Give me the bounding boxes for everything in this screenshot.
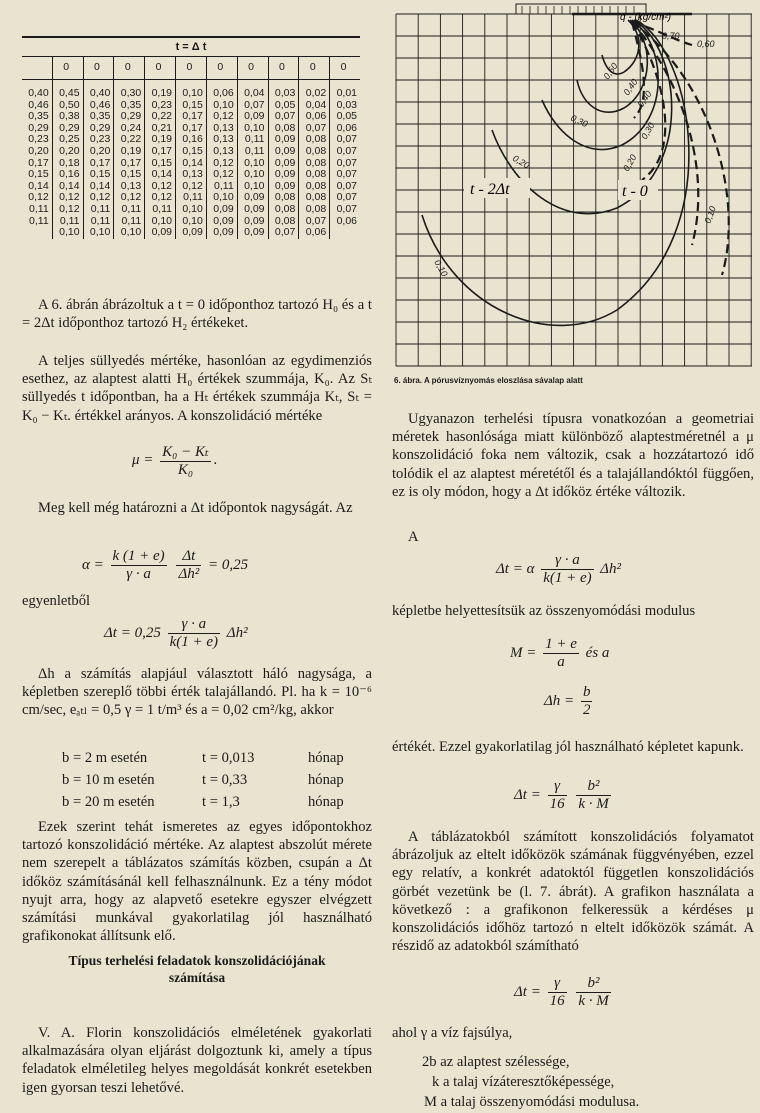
table-cell: 0,29 xyxy=(28,121,49,134)
table-cell: 0,38 xyxy=(52,111,83,123)
table-cell: 0,20 xyxy=(52,146,83,158)
contour-label: 0,40 xyxy=(621,77,640,98)
table-cell: 0,20 xyxy=(83,146,114,158)
eq-denominator: k(1 + e) xyxy=(543,570,592,586)
table-cell: 0,09 xyxy=(237,111,268,123)
table-cell: 0,03 xyxy=(268,88,299,100)
table-cell: 0,09 xyxy=(237,227,268,239)
row-width: b = 2 m esetén xyxy=(62,750,148,766)
contour-label: 0,20 xyxy=(621,152,639,173)
table-cell: 0,08 xyxy=(299,169,330,181)
table-header-cell: 0 xyxy=(176,57,207,80)
contour-label: 0,10 xyxy=(432,258,450,279)
table-cell: 0,11 xyxy=(83,216,114,228)
eq-lhs: α = xyxy=(82,556,104,573)
section-heading xyxy=(22,952,372,986)
eq-numerator: γ xyxy=(548,975,567,993)
table-cell: 0,45 xyxy=(52,88,83,100)
table-cell: 0,09 xyxy=(268,134,299,146)
table-cell: 0,07 xyxy=(299,123,330,135)
table-cell: 0,07 xyxy=(330,169,360,181)
equation-M xyxy=(510,636,609,671)
eq-numerator: k (1 + e) xyxy=(112,548,165,564)
paragraph: A teljes süllyedés mértéke, hasonlóan az egydimenziós esethez, az alaptest alatti H₀ értékek szummája, K₀. Az Sₜ süllyedés t időpontban, ha a Hₜ értékek szummája Kₜ, Sₜ = K₀ − Kₜ. értékkel arányos. A konszolidáció mértéke xyxy=(22,353,372,424)
table-cell: 0,08 xyxy=(299,204,330,216)
equation-dt-final-repeat xyxy=(514,975,614,1010)
table-cell: 0,10 xyxy=(237,123,268,135)
table-cell: 0,10 xyxy=(237,181,268,193)
eq-denominator: 16 xyxy=(549,993,565,1009)
table-cell: 0,14 xyxy=(83,181,114,193)
table-row xyxy=(22,88,360,100)
eq-lhs: Δt = 0,25 xyxy=(104,624,161,641)
table-cell: 0,11 xyxy=(114,216,145,228)
eq-rhs: = 0,25 xyxy=(208,556,249,573)
eq-denominator: k · M xyxy=(578,993,609,1009)
paragraph: képletbe helyettesítsük az összenyomódási modulus xyxy=(392,603,696,619)
table-cell: 0,09 xyxy=(176,227,207,239)
table-cell: 0,19 xyxy=(145,88,176,100)
table-cell: 0,46 xyxy=(83,100,114,112)
table-cell xyxy=(330,227,360,239)
eq-numerator: K₀ − Kₜ xyxy=(162,444,209,460)
heading-line: Típus terhelési feladatok konszolidációjának xyxy=(68,953,326,968)
table-cell: 0,07 xyxy=(268,111,299,123)
table-cell: 0,09 xyxy=(206,204,237,216)
table-cell: 0,23 xyxy=(28,133,49,146)
table-cell: 0,08 xyxy=(268,204,299,216)
table-cell: 0,12 xyxy=(114,192,145,204)
table-cell: 0,24 xyxy=(114,123,145,135)
table-cell: 0,09 xyxy=(206,227,237,239)
table-cell: 0,10 xyxy=(83,227,114,239)
table-cell: 0,08 xyxy=(268,123,299,135)
eq-lhs: M = xyxy=(510,644,537,661)
table-cell xyxy=(22,227,52,239)
eq-numerator: 1 + e xyxy=(545,636,577,652)
contour-label: 0,30 xyxy=(569,112,590,130)
table-cell: 0,19 xyxy=(145,134,176,146)
table-cell: 0,10 xyxy=(145,216,176,228)
paragraph: ahol γ a víz fajsúlya, xyxy=(392,1025,513,1041)
table-cell: 0,15 xyxy=(28,168,49,181)
table-cell: 0,15 xyxy=(114,169,145,181)
table-cell: 0,16 xyxy=(52,169,83,181)
table-cell: 0,40 xyxy=(28,87,49,99)
table-cell: 0,22 xyxy=(145,111,176,123)
load-label: q - (kg/cm²) xyxy=(620,12,672,23)
table-cell: 0,17 xyxy=(28,156,49,169)
contour-label: 0,70 xyxy=(662,31,680,41)
table-cell: 0,12 xyxy=(145,192,176,204)
table-cell: 0,12 xyxy=(52,192,83,204)
table-row xyxy=(22,146,360,158)
table-cell: 0,12 xyxy=(145,181,176,193)
table-cell: 0,10 xyxy=(237,158,268,170)
table-cell: 0,10 xyxy=(206,100,237,112)
paragraph: V. A. Florin konszolidációs elméletének gyakorlati alkalmazására olyan eljárást dolgoztunk ki, amely a típus feladatok elméletileg helyes megoldását konkrét esetekben igen gyorsan teszi lehetővé. xyxy=(22,1025,372,1096)
table-cell: 0,17 xyxy=(145,146,176,158)
table-cell: 0,11 xyxy=(29,214,49,227)
row-time: t = 0,33 xyxy=(202,772,248,788)
table-cell: 0,12 xyxy=(52,204,83,216)
contour-label: 0,30 xyxy=(639,120,657,141)
table-cell: 0,08 xyxy=(299,146,330,158)
table-header-cell: 0 xyxy=(114,57,145,80)
eq-numerator: b² xyxy=(576,975,610,993)
eq-numerator: Δt xyxy=(176,548,201,566)
table-cell: 0,12 xyxy=(83,192,114,204)
table-cell: 0,14 xyxy=(28,179,49,192)
table-cell: 0,20 xyxy=(28,144,49,157)
table-cell: 0,11 xyxy=(52,216,83,228)
equation-alpha xyxy=(82,548,248,583)
table-header-cell: 0 xyxy=(52,57,83,80)
table-cell: 0,15 xyxy=(176,100,207,112)
table-cell: 0,10 xyxy=(237,169,268,181)
definition-line: 2b az alaptest szélessége, xyxy=(422,1054,570,1070)
eq-rhs: és a xyxy=(585,644,610,661)
table-header-cell xyxy=(22,57,52,80)
label-t0: t - 0 xyxy=(622,183,648,200)
table-cell: 0,07 xyxy=(330,181,360,193)
table-cell: 0,08 xyxy=(299,158,330,170)
table-cell: 0,09 xyxy=(206,216,237,228)
table-row xyxy=(22,227,360,239)
table-cell: 0,08 xyxy=(268,192,299,204)
eq-denominator: K₀ xyxy=(177,462,194,478)
table-cell: 0,06 xyxy=(299,227,330,239)
table-cell: 0,50 xyxy=(52,100,83,112)
table-cell: 0,23 xyxy=(145,100,176,112)
table-cell: 0,09 xyxy=(145,227,176,239)
table-cell: 0,16 xyxy=(176,134,207,146)
table-cell: 0,07 xyxy=(330,134,360,146)
table-cell: 0,19 xyxy=(114,146,145,158)
table-cell: 0,07 xyxy=(330,158,360,170)
table-cell: 0,30 xyxy=(114,88,145,100)
table-cell: 0,17 xyxy=(176,111,207,123)
contour-label: 0,40 xyxy=(635,89,654,110)
table-cell: 0,23 xyxy=(83,134,114,146)
table-cell: 0,12 xyxy=(206,158,237,170)
eq-denominator: 16 xyxy=(549,796,565,812)
table-cell: 0,35 xyxy=(28,110,49,123)
table-cell: 0,07 xyxy=(330,146,360,158)
table-cell: 0,09 xyxy=(268,158,299,170)
eq-numerator: b² xyxy=(576,778,610,796)
row-unit: hónap xyxy=(308,772,344,788)
eq-numerator: γ · a xyxy=(541,552,593,570)
data-table-block xyxy=(22,36,360,239)
eq-denominator: a xyxy=(557,654,565,670)
eq-lhs: μ = xyxy=(132,451,154,468)
table-header-row xyxy=(22,57,360,80)
table-cell: 0,12 xyxy=(206,111,237,123)
definition-line: k a talaj vízáteresztőképessége, xyxy=(432,1074,615,1090)
eq-denominator: k(1 + e) xyxy=(169,634,219,650)
table-cell: 0,10 xyxy=(176,216,207,228)
table-cell: 0,06 xyxy=(330,216,360,228)
table-cell: 0,13 xyxy=(206,146,237,158)
table-cell: 0,10 xyxy=(52,227,83,239)
eq-denominator: Δh² xyxy=(178,566,200,582)
table-cell: 0,09 xyxy=(237,216,268,228)
table-cell: 0,02 xyxy=(299,88,330,100)
heading-line: számítása xyxy=(168,970,226,985)
table-cell: 0,07 xyxy=(330,204,360,216)
table-cell: 0,09 xyxy=(268,146,299,158)
table-cell: 0,13 xyxy=(206,134,237,146)
table-cell: 0,11 xyxy=(237,146,268,158)
paragraph: Meg kell még határozni a Δt időpontok nagyságát. Az xyxy=(38,500,353,516)
table-cell: 0,08 xyxy=(299,192,330,204)
label-t2: t - 2Δt xyxy=(470,181,510,198)
eq-rhs: Δh² xyxy=(600,560,621,577)
table-cell: 0,11 xyxy=(83,204,114,216)
table-cell: 0,46 xyxy=(28,98,49,111)
table-row xyxy=(22,204,360,216)
table-cell: 0,09 xyxy=(268,181,299,193)
data-table xyxy=(22,57,360,239)
table-cell: 0,09 xyxy=(237,192,268,204)
table-cell: 0,12 xyxy=(206,169,237,181)
table-cell: 0,07 xyxy=(237,100,268,112)
table-cell: 0,04 xyxy=(299,100,330,112)
row-time: t = 0,013 xyxy=(202,750,255,766)
row-unit: hónap xyxy=(308,794,344,810)
contour-label: 0,60 xyxy=(697,39,715,49)
table-cell: 0,17 xyxy=(83,158,114,170)
table-cell: 0,11 xyxy=(114,204,145,216)
equation-dt-final xyxy=(514,778,614,813)
equation-mu: μ = $\frac{\text{K₀ − Kₜ}}{\text{K₀}}$ . xyxy=(132,444,218,478)
table-cell: 0,10 xyxy=(206,192,237,204)
table-cell: 0,17 xyxy=(114,158,145,170)
table-cell: 0,11 xyxy=(237,134,268,146)
table-cell: 0,09 xyxy=(237,204,268,216)
table-header-cell: 0 xyxy=(206,57,237,80)
paragraph: A táblázatokból számított konszolidációs folyamatot ábrázoljuk az eltelt időközök számának függvényében, ezzel egy relatív, a konkrét adatoktól független konszolidációs görbét vezetünk be (l. 7. ábrát). A grafikon használata a következő : a grafikonon felkeressük a kérdéses μ konszolidációs időhöz tartozó n eltelt időközök számát. A részidő az adatokból számítható xyxy=(392,829,754,955)
eq-denominator: γ · a xyxy=(126,566,151,582)
table-cell: 0,12 xyxy=(176,181,207,193)
table-header-cell: 0 xyxy=(145,57,176,80)
table-cell: 0,07 xyxy=(299,216,330,228)
eq-lhs: Δt = xyxy=(514,983,541,1000)
paragraph: Ezek szerint tehát ismeretes az egyes időpontokhoz tartozó konszolidáció mértéke. Az alaptest abszolút mérete nem szerepelt a táblázatos számítás közben, csupán a Δt időköz számításánál kell felhasználnunk. Ez a tény módot nyujt arra, hogy az alapvető esetekre egyszer elvégzett számítási munkával gyakorlatilag jól használható grafikonokat állítsunk elő. xyxy=(22,819,372,945)
contour-label: 0,10 xyxy=(702,204,718,225)
contour-label: 0,50 xyxy=(601,61,620,82)
table-cell: 0,15 xyxy=(83,169,114,181)
paragraph: A xyxy=(408,529,419,545)
row-unit: hónap xyxy=(308,750,344,766)
table-header-cell: 0 xyxy=(237,57,268,80)
table-cell: 0,06 xyxy=(206,88,237,100)
table-cell: 0,14 xyxy=(176,158,207,170)
eq-lhs: Δt = α xyxy=(496,560,535,577)
table-cell: 0,17 xyxy=(176,123,207,135)
eq-lhs: Δh = xyxy=(544,692,575,709)
equation-dh xyxy=(544,684,595,719)
table-cell: 0,21 xyxy=(145,123,176,135)
table-cell: 0,35 xyxy=(83,111,114,123)
eq-numerator: γ xyxy=(548,778,567,796)
row-width: b = 10 m esetén xyxy=(62,772,155,788)
table-cell: 0,12 xyxy=(28,191,49,204)
table-cell: 0,14 xyxy=(145,169,176,181)
table-title: t = Δ t xyxy=(22,36,360,57)
table-cell: 0,14 xyxy=(52,181,83,193)
table-cell: 0,09 xyxy=(268,169,299,181)
table-cell: 0,11 xyxy=(206,181,237,193)
table-cell: 0,11 xyxy=(176,192,207,204)
table-cell: 0,29 xyxy=(83,123,114,135)
table-cell: 0,35 xyxy=(114,100,145,112)
row-width: b = 20 m esetén xyxy=(62,794,155,810)
table-cell: 0,40 xyxy=(83,88,114,100)
table-cell: 0,08 xyxy=(299,134,330,146)
table-cell: 0,11 xyxy=(145,204,176,216)
table-cell: 0,07 xyxy=(330,192,360,204)
table-cell: 0,05 xyxy=(268,100,299,112)
table-cell: 0,05 xyxy=(330,111,360,123)
pore-pressure-figure xyxy=(392,0,754,370)
eq-lhs: Δt = xyxy=(514,786,541,803)
table-cell: 0,13 xyxy=(114,181,145,193)
paragraph: egyenletből xyxy=(22,593,91,609)
table-cell: 0,08 xyxy=(299,181,330,193)
paragraph: Δh a számítás alapjául választott háló nagysága, a képletben szereplő többi érték talajállandó. Pl. ha k = 10⁻⁶ cm/sec, eₐₜₗ = 0,5 γ = 1 t/m³ és a = 0,02 cm²/kg, akkor xyxy=(22,666,372,719)
table-cell: 0,22 xyxy=(114,134,145,146)
table-cell: 0,10 xyxy=(176,204,207,216)
paragraph: Ugyanazon terhelési típusra vonatkozóan a geometriai méretek hasonlósága miatt különböző alaptestméretnél a μ konszolidáció foka nem változik, csak a hozzátartozó idő tolódik el az alaptest méretétől és a talajállandóktól függően, ez is oly módon, hogy a Δt időköz értéke változik. xyxy=(392,411,754,500)
table-cell: 0,18 xyxy=(52,158,83,170)
table-row xyxy=(22,169,360,181)
table-cell: 0,04 xyxy=(237,88,268,100)
table-cell: 0,10 xyxy=(176,88,207,100)
eq-numerator: γ · a xyxy=(168,616,220,634)
table-header-cell: 0 xyxy=(83,57,114,80)
table-cell: 0,15 xyxy=(145,158,176,170)
equation-dt-alpha xyxy=(496,552,621,587)
table-cell: 0,13 xyxy=(176,169,207,181)
table-cell: 0,15 xyxy=(176,146,207,158)
table-cell: 0,03 xyxy=(330,100,360,112)
table-cell: 0,08 xyxy=(268,216,299,228)
paragraph: A 6. ábrán ábrázoltuk a t = 0 időponthoz tartozó H₀ és a t = 2Δt időponthoz tartozó H₂ értékeket. xyxy=(22,297,372,332)
row-time: t = 1,3 xyxy=(202,794,240,810)
figure-caption: 6. ábra. A pórusvíznyomás eloszlása sávalap alatt xyxy=(394,376,583,385)
contour-label: 0,20 xyxy=(511,153,532,171)
paragraph: értékét. Ezzel gyakorlatilag jól használható képletet kapunk. xyxy=(392,739,744,755)
eq-denominator: 2 xyxy=(582,702,591,718)
table-cell: 0,10 xyxy=(114,227,145,239)
table-cell: 0,01 xyxy=(330,88,360,100)
table-cell: 0,29 xyxy=(114,111,145,123)
table-header-cell: 0 xyxy=(299,57,330,80)
table-cell: 0,13 xyxy=(206,123,237,135)
table-cell: 0,06 xyxy=(330,123,360,135)
table-header-cell: 0 xyxy=(268,57,299,80)
table-cell: 0,29 xyxy=(52,123,83,135)
table-header-cell: 0 xyxy=(330,57,360,80)
eq-denominator: k · M xyxy=(578,796,609,812)
table-cell: 0,11 xyxy=(29,202,49,215)
definition-line: M a talaj összenyomódási modulusa. xyxy=(424,1094,640,1110)
table-cell: 0,25 xyxy=(52,134,83,146)
table-cell: 0,06 xyxy=(299,111,330,123)
eq-rhs: Δh² xyxy=(226,624,248,641)
equation-dt xyxy=(104,616,248,651)
table-cell: 0,07 xyxy=(268,227,299,239)
eq-numerator: b xyxy=(582,684,591,700)
